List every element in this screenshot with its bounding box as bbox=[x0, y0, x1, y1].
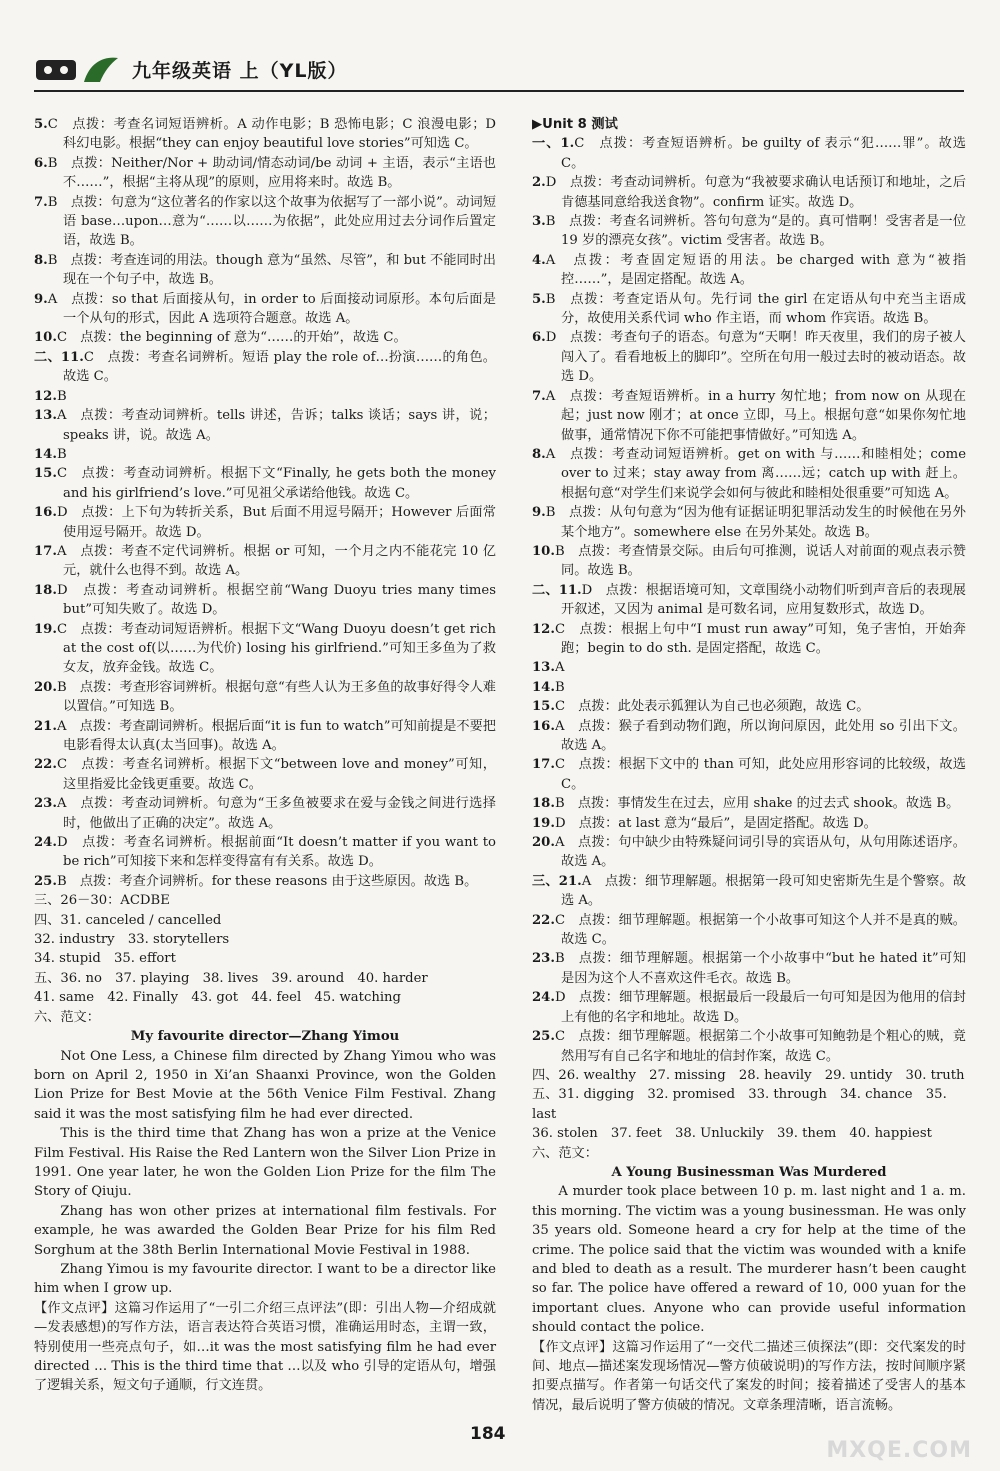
unit-8-title: ▶Unit 8 测试 bbox=[532, 117, 618, 132]
answer-number: 5. bbox=[532, 291, 546, 307]
answer-number: 7. bbox=[34, 194, 48, 210]
answer-number: 14. bbox=[34, 446, 57, 462]
answer-number: 16. bbox=[34, 505, 57, 521]
answer-item bbox=[532, 173, 966, 212]
answer-number: 12. bbox=[532, 621, 555, 637]
answer-text: D 点拨：考查动词辨析。句意为“我被要求确认电话预订和地址，之后肯德基同意给我送食物”。confirm 证实。故选 D。 bbox=[545, 175, 966, 210]
answer-item bbox=[532, 328, 966, 386]
answer-text: A 点拨：考查动词短语辨析。get on with 与……和睦相处；come over to 过来；stay away from 离……远；catch up with 赶上。根据句意“对学生们来说学会如何与彼此和睦相处很重要”可知选 A。 bbox=[545, 446, 966, 501]
left-fill-answers bbox=[34, 891, 496, 1027]
fill-answer-line: 32. industry 33. storytellers bbox=[34, 932, 230, 948]
answer-text: A 点拨：so that 后面接从句，in order to 后面接动词原形。本句后面是一个从句的形式，因此 A 选项符合题意。故选 A。 bbox=[47, 291, 496, 327]
answer-item bbox=[34, 872, 496, 891]
left-essay-title: My favourite director—Zhang Yimou bbox=[130, 1029, 400, 1045]
answer-number: 5. bbox=[34, 117, 48, 132]
answer-text: A 点拨：考查副词辨析。根据后面“it is fun to watch”可知前提是不要把电影看得太认真(太当回事)。故选 A。 bbox=[56, 718, 496, 753]
answer-item bbox=[532, 134, 966, 173]
answer-text: B 点拨：考查情景交际。由后句可推测，说话人对前面的观点表示赞同。故选 B。 bbox=[554, 543, 966, 579]
answer-item bbox=[532, 911, 966, 950]
fill-answer-line: 36. stolen 37. feet 38. Unluckily 39. them 40. happiest bbox=[532, 1126, 932, 1142]
answer-item bbox=[34, 755, 496, 794]
answer-item bbox=[34, 290, 496, 329]
answer-text: C 点拨：考查名词辨析。短语 play the role of…扮演……的角色。故选 C。 bbox=[63, 349, 496, 385]
fill-answer-line: 五、36. no 37. playing 38. lives 39. around 40. harder bbox=[34, 970, 428, 986]
answer-number: 7. bbox=[532, 388, 546, 404]
answer-item bbox=[532, 697, 966, 716]
answer-number: 8. bbox=[34, 252, 48, 268]
fill-answer-line: 41. same 42. Finally 43. got 44. feel 45. watching bbox=[34, 990, 401, 1006]
answer-text: C 点拨：细节理解题。根据第一个小故事可知这个人并不是真的贼。故选 C。 bbox=[554, 912, 966, 948]
answer-item bbox=[532, 445, 966, 503]
answer-text: B 点拨：细节理解题。根据第一个小故事中“but he hated it”可知是因为这个人不喜欢这件毛衣。故选 B。 bbox=[554, 951, 966, 986]
answer-item bbox=[532, 949, 966, 988]
answer-text: B 点拨：考查名词辨析。答句句意为“是的。真可惜啊！受害者是一位 19 岁的漂亮女孩”。victim 受害者。故选 B。 bbox=[545, 214, 966, 249]
answer-item bbox=[34, 620, 496, 678]
essay-paragraph: A murder took place between 10 p. m. last night and 1 a. m. this morning. The victim was a young businessman. He was only 35 years old. Someone heard a cry for help at the time of the crime. The police said that the victim was wounded with a knife and bled to death as a result. The murderer hasn’t been caught so far. The police have offered a reward of 10, 000 yuan for the important clues. Anyone who can provide useful information should contact the police. bbox=[532, 1184, 966, 1336]
answer-number: 6. bbox=[532, 330, 546, 346]
fill-answer-line: 四、26. wealthy 27. missing 28. heavily 29. untidy 30. truth bbox=[532, 1067, 965, 1083]
right-answer-list bbox=[532, 134, 966, 1066]
answer-item bbox=[532, 290, 966, 329]
answer-number: 21. bbox=[34, 718, 57, 734]
answer-text: B 点拨：句意为“这位著名的作家以这个故事为依据写了一部小说”。动词短语 base…upon…意为“……以……为依据”，此处应用过去分词作后置定语，故选 B。 bbox=[47, 194, 496, 249]
answer-item bbox=[34, 387, 496, 406]
answer-text: B bbox=[56, 388, 67, 404]
answer-text: B 点拨：考查连词的用法。though 意为“虽然、尽管”，和 but 不能同时出现在一个句子中，故选 B。 bbox=[47, 252, 496, 288]
essay-paragraph: This is the third time that Zhang has won a prize at the Venice Film Festival. His Raise the Red Lantern won the Silver Lion Prize in 1991. One year later, he won the Golden Lion Prize for the film The Story of Qiuju. bbox=[34, 1126, 496, 1200]
answer-text: B bbox=[554, 679, 565, 695]
answer-number: 23. bbox=[34, 796, 57, 812]
answer-number: 15. bbox=[34, 466, 57, 482]
answer-number: 三、21. bbox=[532, 873, 582, 889]
fill-answer-line: 三、26－30：ACDBE bbox=[34, 893, 170, 909]
answer-item bbox=[532, 251, 966, 290]
answer-text: C 点拨：细节理解题。根据第二个小故事可知鲍勃是个粗心的贼，竟然用写有自己名字和地址的信封作案，故选 C。 bbox=[554, 1029, 966, 1064]
left-column bbox=[34, 115, 496, 1396]
answer-item bbox=[532, 988, 966, 1027]
answer-number: 15. bbox=[532, 699, 555, 715]
essay-paragraph: Zhang Yimou is my favourite director. I want to be a director like him when I grow up. bbox=[34, 1261, 496, 1297]
fill-answer-line: 四、31. canceled / cancelled bbox=[34, 912, 222, 928]
answer-text: C 点拨：考查动词辨析。根据下文“Finally, he gets both the money and his girlfriend’s love.”可见祖父承诺给他钱。故选 C。 bbox=[56, 466, 496, 501]
answer-text: B 点拨：考查定语从句。先行词 the girl 在定语从句中充当主语成分，故使用关系代词 who 作主语，而 whom 作宾语。故选 B。 bbox=[545, 291, 966, 327]
answer-number: 14. bbox=[532, 679, 555, 695]
answer-item bbox=[532, 581, 966, 620]
page-header bbox=[34, 50, 964, 92]
answer-number: 6. bbox=[34, 155, 48, 171]
answer-text: B bbox=[56, 446, 67, 462]
answer-item bbox=[532, 1027, 966, 1066]
fill-answer-line: 六、范文： bbox=[34, 1009, 100, 1025]
answer-item bbox=[532, 658, 966, 677]
answer-text: B 点拨：考查形容词辨析。根据句意“有些人认为王多鱼的故事好得令人难以置信。”可知选 B。 bbox=[56, 679, 496, 715]
answer-item bbox=[34, 542, 496, 581]
answer-item bbox=[34, 251, 496, 290]
answer-item bbox=[34, 154, 496, 193]
right-essay-comment: 【作文点评】这篇习作运用了“一交代二描述三侦探法”(即：交代案发的时间、地点—描述案发现场情况—警方侦破说明)的写作方法，按时间顺序紧扣要点描写。作者第一句话交代了案发的时间；接着描述了受害人的基本情况，最后说明了警方侦破的情况。文章条理清晰，语言流畅。 bbox=[532, 1339, 966, 1413]
answer-text: C 点拨：the beginning of 意为“……的开始”，故选 C。 bbox=[56, 330, 407, 346]
answer-text: D 点拨：at last 意为“最后”，是固定搭配。故选 D。 bbox=[554, 815, 877, 831]
answer-item bbox=[532, 814, 966, 833]
answer-item bbox=[532, 755, 966, 794]
answer-number: 13. bbox=[532, 660, 555, 676]
answer-number: 24. bbox=[532, 990, 555, 1006]
answer-number: 10. bbox=[532, 543, 555, 559]
answer-text: D 点拨：细节理解题。根据最后一段最后一句可知是因为他用的信封上有他的名字和地址。故选 D。 bbox=[554, 990, 966, 1025]
answer-number: 9. bbox=[34, 291, 48, 307]
book-title: 九年级英语 上（YL版） bbox=[132, 60, 348, 82]
answer-number: 17. bbox=[532, 757, 555, 773]
right-column bbox=[532, 115, 966, 1415]
answer-text: D 点拨：考查名词辨析。根据前面“It doesn’t matter if you want to be rich”可知接下来和怎样变得富有有关系。故选 D。 bbox=[56, 835, 496, 870]
book-logo-icon bbox=[34, 52, 122, 86]
answer-number: 20. bbox=[532, 835, 555, 851]
answer-item bbox=[532, 503, 966, 542]
answer-item bbox=[34, 717, 496, 756]
answer-number: 二、11. bbox=[532, 582, 582, 598]
answer-text: A 点拨：考查不定代词辨析。根据 or 可知，一个月之内不能花完 10 亿元，就什么也得不到。故选 A。 bbox=[56, 543, 496, 579]
right-fill-answers bbox=[532, 1066, 966, 1163]
fill-answer-line: 六、范文： bbox=[532, 1145, 598, 1161]
answer-item bbox=[34, 115, 496, 154]
answer-text: B 点拨：事情发生在过去，应用 shake 的过去式 shook。故选 B。 bbox=[554, 796, 960, 812]
answer-item bbox=[532, 833, 966, 872]
right-essay-body bbox=[532, 1182, 966, 1337]
answer-text: D 点拨：上下句为转折关系，But 后面不用逗号隔开；However 后面常使用逗号隔开。故选 D。 bbox=[56, 505, 496, 540]
answer-item bbox=[532, 212, 966, 251]
answer-item bbox=[34, 328, 496, 347]
essay-paragraph: Zhang has won other prizes at international film festivals. For example, he was awarded the Golden Bear Prize for his film Red Sorghum at the 38th Berlin International Movie Festival in 1988. bbox=[34, 1203, 496, 1258]
answer-item bbox=[532, 387, 966, 445]
answer-number: 19. bbox=[532, 815, 555, 831]
answer-number: 19. bbox=[34, 621, 57, 637]
answer-text: C 点拨：此处表示狐狸认为自己也必须跑，故选 C。 bbox=[554, 699, 870, 715]
answer-item bbox=[532, 872, 966, 911]
answer-number: 25. bbox=[532, 1029, 555, 1045]
left-answer-list bbox=[34, 115, 496, 891]
answer-text: C 点拨：考查名词辨析。根据下文“between love and money”可知，这里指爱比金钱更重要。故选 C。 bbox=[56, 757, 496, 792]
answer-number: 20. bbox=[34, 679, 57, 695]
answer-number: 二、11. bbox=[34, 349, 84, 365]
answer-text: A 点拨：考查短语辨析。in a hurry 匆忙地；from now on 从现在起；just now 刚才；at once 立即，马上。根据句意“如果你匆忙地做事，通常情况下你不可能把事情做好。”可知选 A。 bbox=[545, 388, 966, 443]
answer-text: A bbox=[554, 660, 565, 676]
answer-number: 4. bbox=[532, 252, 546, 268]
answer-text: C 点拨：考查动词短语辨析。根据下文“Wang Duoyu doesn’t get rich at the cost of(以……为代价) losing his girlfriend.”可知王多鱼为了救女友，放弃金钱。故选 C。 bbox=[56, 621, 496, 676]
fill-answer-line: 34. stupid 35. effort bbox=[34, 951, 176, 967]
answer-text: C 点拨：根据下文中的 than 可知，此处应用形容词的比较级，故选 C。 bbox=[554, 757, 966, 792]
answer-text: B 点拨：考查介词辨析。for these reasons 由于这些原因。故选 B。 bbox=[56, 873, 478, 889]
left-essay-comment: 【作文点评】这篇习作运用了“一引二介绍三点评法”(即：引出人物—介绍成就—发表感想)的写作方法，语言表达符合英语习惯，准确运用时态，主谓一致，特别使用一些亮点句子，如…it was the most satisfying film he had ever directed … This is the third time that …以及 who 引导的定语从句，增强了逻辑关系，短文句子通顺，行文连贯。 bbox=[34, 1300, 496, 1394]
answer-text: D 点拨：考查动词辨析。根据空前“Wang Duoyu tries many times but”可知失败了。故选 D。 bbox=[56, 582, 496, 618]
answer-number: 25. bbox=[34, 873, 57, 889]
answer-number: 18. bbox=[34, 582, 57, 598]
answer-number: 12. bbox=[34, 388, 57, 404]
answer-number: 16. bbox=[532, 718, 555, 734]
answer-item bbox=[34, 503, 496, 542]
answer-item bbox=[34, 678, 496, 717]
answer-text: A 点拨：猴子看到动物们跑，所以询问原因，此处用 so 引出下文。故选 A。 bbox=[554, 718, 966, 753]
answer-number: 3. bbox=[532, 214, 546, 230]
right-essay-title: A Young Businessman Was Murdered bbox=[611, 1164, 887, 1180]
answer-item bbox=[34, 348, 496, 387]
answer-number: 9. bbox=[532, 505, 546, 521]
answer-text: A 点拨：考查动词辨析。tells 讲述，告诉；talks 谈话；says 讲，说；speaks 讲，说。故选 A。 bbox=[56, 408, 496, 443]
answer-number: 22. bbox=[34, 757, 57, 773]
answer-item bbox=[532, 794, 966, 813]
answer-number: 18. bbox=[532, 796, 555, 812]
answer-number: 23. bbox=[532, 951, 555, 967]
answer-text: B 点拨：从句句意为“因为他有证据证明犯罪活动发生的时候他在另外某个地方”。somewhere else 在另外某处。故选 B。 bbox=[545, 505, 966, 540]
answer-text: A 点拨：考查动词辨析。句意为“王多鱼被要求在爱与金钱之间进行选择时，他做出了正确的决定”。故选 A。 bbox=[56, 796, 496, 831]
answer-item bbox=[532, 717, 966, 756]
answer-number: 24. bbox=[34, 835, 57, 851]
answer-item bbox=[34, 794, 496, 833]
fill-answer-line: 五、31. digging 32. promised 33. through 34. chance 35. last bbox=[532, 1087, 947, 1122]
answer-text: A 点拨：句中缺少由特殊疑问词引导的宾语从句，从句用陈述语序。故选 A。 bbox=[554, 835, 966, 870]
watermark: MXQE.COM bbox=[826, 1438, 972, 1463]
answer-number: 10. bbox=[34, 330, 57, 346]
left-essay-body bbox=[34, 1047, 496, 1299]
answer-text: C 点拨：考查名词短语辨析。A 动作电影；B 恐怖电影；C 浪漫电影；D 科幻电影。根据“they can enjoy beautiful love stories”可知选 C。 bbox=[47, 117, 496, 152]
essay-paragraph: Not One Less, a Chinese film directed by Zhang Yimou who was born on April 2, 1950 in Xi’an Shaanxi Province, won the Golden Lion Prize for Best Movie at the 56th Venice Film Festival. Zhang said it was the most satisfying film he had ever directed. bbox=[34, 1048, 496, 1122]
answer-text: A 点拨：细节理解题。根据第一段可知史密斯先生是个警察。故选 A。 bbox=[561, 873, 966, 909]
page-number: 184 bbox=[470, 1424, 506, 1444]
answer-text: C 点拨：考查短语辨析。be guilty of 表示“犯……罪”。故选 C。 bbox=[561, 136, 966, 171]
answer-item bbox=[532, 620, 966, 659]
answer-text: B 点拨：Neither/Nor + 助动词/情态动词/be 动词 + 主语，表示“主语也不……”，根据“主将从现”的原则，应用将来时。故选 B。 bbox=[47, 155, 496, 191]
answer-item bbox=[34, 581, 496, 620]
answer-item bbox=[532, 542, 966, 581]
answer-text: C 点拨：根据上句中“I must run away”可知，兔子害怕，开始奔跑；begin to do sth. 是固定搭配，故选 C。 bbox=[554, 621, 966, 656]
answer-item bbox=[34, 464, 496, 503]
answer-number: 13. bbox=[34, 408, 57, 424]
answer-item bbox=[34, 445, 496, 464]
answer-number: 22. bbox=[532, 912, 555, 928]
answer-number: 2. bbox=[532, 175, 546, 191]
answer-text: D 点拨：考查句子的语态。句意为“天啊！昨天夜里，我们的房子被人闯入了。看看地板上的脚印”。空所在句用一般过去时的被动语态。故选 D。 bbox=[545, 330, 966, 385]
answer-text: A 点拨：考查固定短语的用法。be charged with 意为“被指控……”，是固定搭配。故选 A。 bbox=[545, 252, 966, 288]
answer-text: D 点拨：根据语境可知，文章围绕小动物们听到声音后的表现展开叙述，又因为 animal 是可数名词，应用复数形式，故选 D。 bbox=[561, 582, 966, 618]
answer-number: 8. bbox=[532, 446, 546, 462]
answer-item bbox=[34, 833, 496, 872]
answer-item bbox=[532, 678, 966, 697]
answer-item bbox=[34, 406, 496, 445]
answer-item bbox=[34, 193, 496, 251]
answer-number: 一、1. bbox=[532, 136, 575, 152]
answer-number: 17. bbox=[34, 543, 57, 559]
